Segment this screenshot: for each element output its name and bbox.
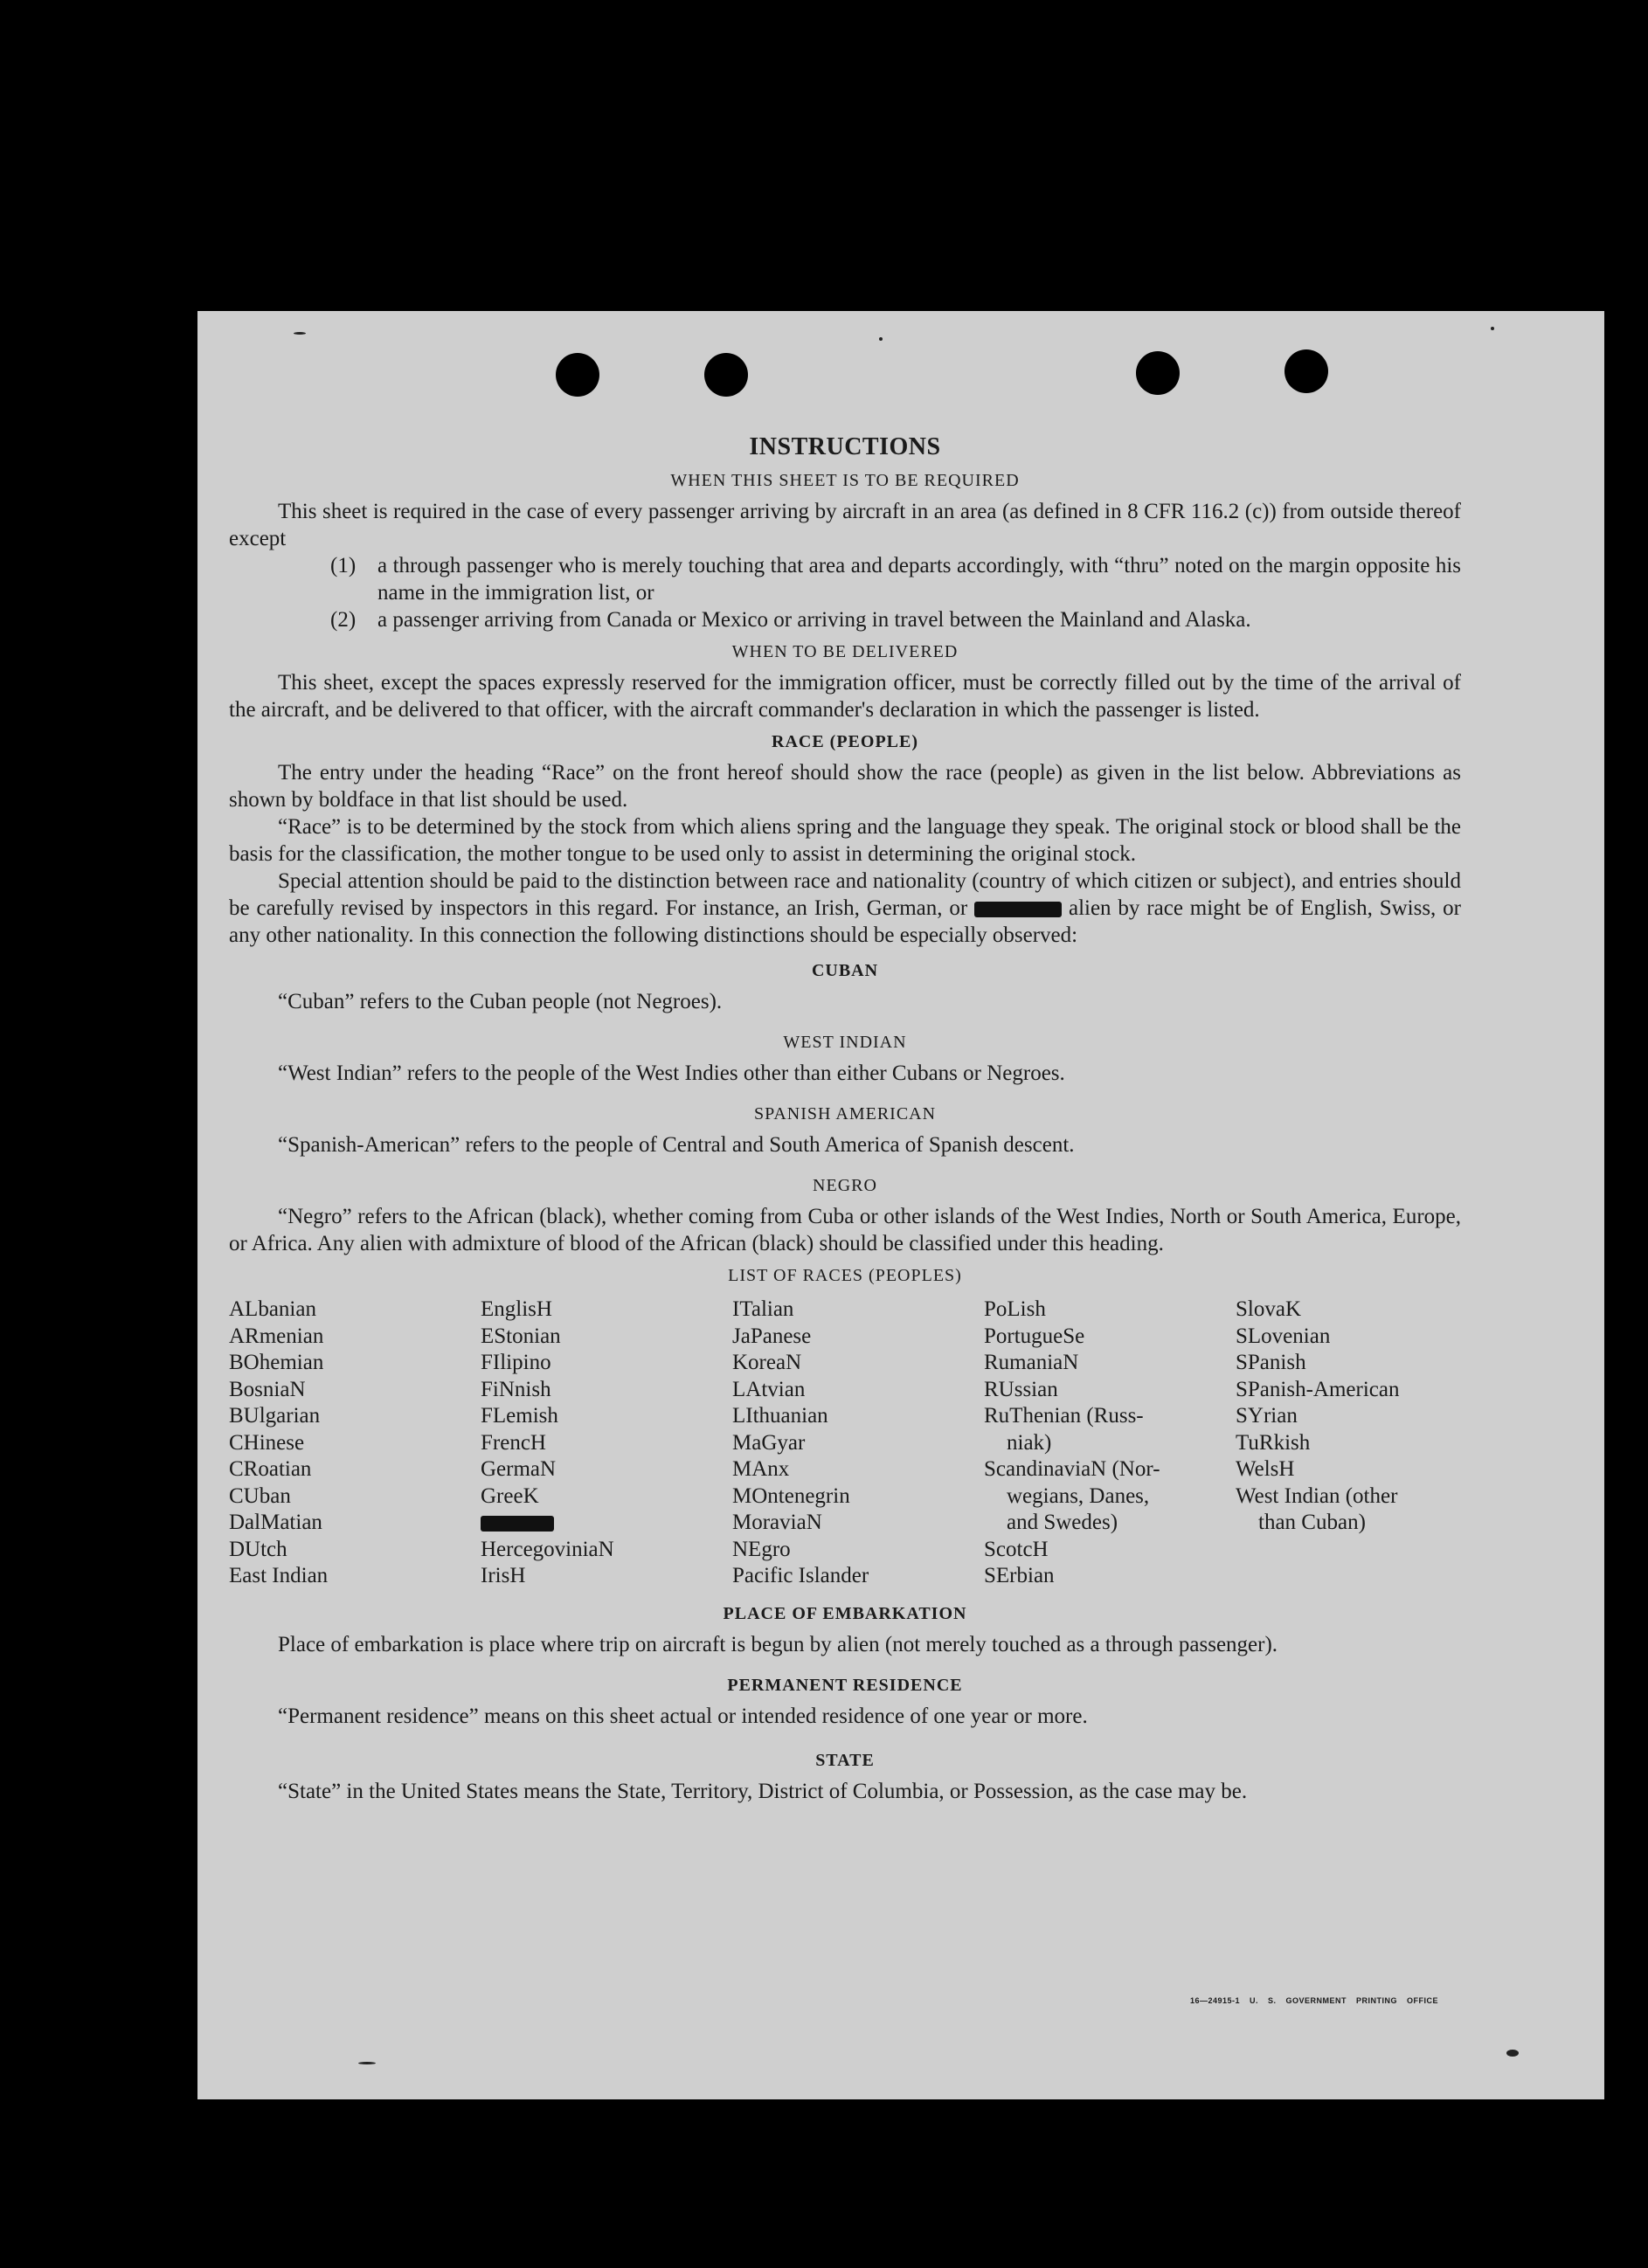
race-entry: MAnx bbox=[732, 1457, 790, 1481]
race-entry: CUban bbox=[229, 1483, 291, 1508]
race-entry: ScotcH bbox=[984, 1537, 1049, 1561]
race-entry-redacted bbox=[481, 1510, 732, 1537]
race-entry: RuThenian (Russ- bbox=[984, 1404, 1144, 1428]
exception-item-2 bbox=[330, 606, 1461, 633]
document-sheet bbox=[197, 311, 1604, 2099]
paragraph-state: “State” in the United States means the State, Territory, District of Columbia, or Possession, as the case may be. bbox=[278, 1779, 1248, 1803]
section-heading-spanish-american: SPANISH AMERICAN bbox=[753, 1104, 937, 1124]
race-entry-continued: than Cuban) bbox=[1258, 1511, 1366, 1534]
punch-hole bbox=[704, 353, 748, 397]
race-entry: JaPanese bbox=[732, 1324, 812, 1348]
section-heading-races: LIST OF RACES (PEOPLES) bbox=[728, 1266, 962, 1285]
section-heading-required: WHEN THIS SHEET IS TO BE REQUIRED bbox=[670, 471, 1020, 490]
race-entry: DUtch bbox=[229, 1537, 287, 1561]
instructions-content bbox=[229, 433, 1461, 1805]
race-entry: SlovaK bbox=[1236, 1297, 1301, 1321]
race-entry: RumaniaN bbox=[984, 1351, 1079, 1374]
race-entry: NEgro bbox=[732, 1537, 791, 1561]
item-number: (1) bbox=[330, 554, 357, 577]
scan-speck bbox=[879, 337, 883, 341]
race-entry: FLemish bbox=[481, 1404, 558, 1428]
race-entry: ARmenian bbox=[229, 1324, 324, 1348]
section-heading-delivered: WHEN TO BE DELIVERED bbox=[731, 642, 959, 661]
race-entry: IrisH bbox=[481, 1564, 526, 1587]
race-column-4 bbox=[984, 1296, 1236, 1590]
race-entry: SErbian bbox=[984, 1564, 1055, 1587]
race-entry: RUssian bbox=[984, 1377, 1058, 1401]
race-entry: WelsH bbox=[1236, 1457, 1295, 1481]
race-entry: SPanish bbox=[1236, 1351, 1306, 1374]
race-entry: FiNnish bbox=[481, 1377, 551, 1401]
paragraph-race-1: The entry under the heading “Race” on the front hereof should show the race (people) as given in the list below. Abbreviations as shown by boldface in that list should be used. bbox=[229, 761, 1461, 812]
paragraph-race-3-start: Special attention should be paid to the distinction between race and nationality (country of which citizen or subject), and entries should be carefully revised by inspectors in this regard. For instance, an Irish, German, or bbox=[229, 869, 1461, 920]
race-entry-continued: wegians, Danes, bbox=[1007, 1483, 1150, 1508]
race-entry: FrencH bbox=[481, 1430, 546, 1455]
paragraph-race-3-end: alien by race might be of English, Swiss, or any other nationality. In this connection the following distinctions should be especially observed: bbox=[229, 896, 1462, 947]
scan-speck bbox=[294, 332, 306, 335]
race-entry: ITalian bbox=[732, 1297, 794, 1321]
race-entry-continued: niak) bbox=[1007, 1430, 1052, 1455]
paragraph-required: This sheet is required in the case of every passenger arriving by aircraft in an area (as defined in 8 CFR 116.2 (c)) from outside thereof except bbox=[229, 500, 1461, 550]
race-entry: EStonian bbox=[481, 1324, 561, 1348]
paragraph-embarkation: Place of embarkation is place where trip on aircraft is begun by alien (not merely touched as a through passenger). bbox=[278, 1632, 1278, 1656]
race-entry: PoLish bbox=[984, 1297, 1046, 1321]
race-entry: GreeK bbox=[481, 1483, 539, 1508]
race-entry: GermaN bbox=[481, 1457, 557, 1481]
race-entry: PortugueSe bbox=[984, 1324, 1085, 1348]
punch-hole bbox=[556, 353, 599, 397]
race-entry: SPanish-American bbox=[1236, 1377, 1400, 1401]
race-entry: SYrian bbox=[1236, 1404, 1298, 1428]
race-entry: EnglisH bbox=[481, 1297, 552, 1321]
section-heading-embarkation: PLACE OF EMBARKATION bbox=[723, 1603, 967, 1623]
paragraph-race-3 bbox=[229, 868, 1461, 949]
race-entry: LAtvian bbox=[732, 1377, 806, 1401]
punch-hole bbox=[1284, 349, 1328, 393]
paragraph-cuban: “Cuban” refers to the Cuban people (not Negroes). bbox=[278, 990, 723, 1013]
race-entry: MOntenegrin bbox=[732, 1483, 850, 1508]
race-entry: LIthuanian bbox=[732, 1404, 828, 1428]
race-entry: MoraviaN bbox=[732, 1511, 822, 1534]
race-entry: ScandinaviaN (Nor- bbox=[984, 1457, 1160, 1481]
race-entry: DalMatian bbox=[229, 1511, 322, 1534]
race-entry: West Indian (other bbox=[1236, 1483, 1398, 1508]
race-entry: East Indian bbox=[229, 1564, 329, 1587]
race-entry: TuRkish bbox=[1236, 1430, 1311, 1455]
scan-speck bbox=[1491, 327, 1494, 330]
exception-item-1 bbox=[330, 552, 1461, 606]
paragraph-spanish-american: “Spanish-American” refers to the people of Central and South America of Spanish descent. bbox=[278, 1133, 1075, 1157]
section-heading-negro: NEGRO bbox=[813, 1176, 877, 1195]
race-column-5 bbox=[1236, 1296, 1454, 1590]
paragraph-residence: “Permanent residence” means on this sheet actual or intended residence of one year or more. bbox=[278, 1704, 1088, 1728]
race-list bbox=[229, 1296, 1461, 1590]
race-entry: CHinese bbox=[229, 1430, 305, 1455]
punch-hole bbox=[1136, 351, 1180, 395]
race-entry: KoreaN bbox=[732, 1351, 802, 1374]
redaction-mark bbox=[974, 902, 1062, 917]
race-column-1 bbox=[229, 1296, 481, 1590]
race-column-3 bbox=[732, 1296, 984, 1590]
item-text: a through passenger who is merely touching that area and departs accordingly, with “thru” noted on the margin opposite his name in the immigration list, or bbox=[377, 554, 1461, 605]
section-heading-residence: PERMANENT RESIDENCE bbox=[727, 1675, 963, 1695]
section-heading-race: RACE (PEOPLE) bbox=[772, 732, 918, 751]
race-entry: FIlipino bbox=[481, 1351, 551, 1374]
section-heading-cuban: CUBAN bbox=[811, 961, 879, 980]
race-entry: ALbanian bbox=[229, 1297, 316, 1321]
paragraph-delivered: This sheet, except the spaces expressly reserved for the immigration officer, must be correctly filled out by the time of the arrival of the aircraft, and be delivered to that officer, with the aircraft commander's declaration in which the passenger is listed. bbox=[229, 671, 1461, 722]
race-entry-continued: and Swedes) bbox=[1007, 1511, 1118, 1534]
item-number: (2) bbox=[330, 608, 357, 632]
redaction-mark bbox=[481, 1516, 554, 1532]
paragraph-west-indian: “West Indian” refers to the people of the West Indies other than either Cubans or Negroes. bbox=[278, 1061, 1065, 1085]
race-entry: HercegoviniaN bbox=[481, 1537, 614, 1561]
item-text: a passenger arriving from Canada or Mexico or arriving in travel between the Mainland and Alaska. bbox=[377, 608, 1251, 632]
race-entry: MaGyar bbox=[732, 1430, 806, 1455]
race-entry: Pacific Islander bbox=[732, 1564, 869, 1587]
race-entry: BOhemian bbox=[229, 1351, 324, 1374]
race-entry: CRoatian bbox=[229, 1457, 312, 1481]
race-column-2 bbox=[481, 1296, 732, 1590]
printing-office-imprint: 16—24915-1 U. S. GOVERNMENT PRINTING OFFICE bbox=[1189, 1996, 1438, 2005]
page-title: INSTRUCTIONS bbox=[749, 433, 941, 460]
race-entry: BUlgarian bbox=[229, 1404, 321, 1428]
section-heading-state: STATE bbox=[815, 1750, 875, 1770]
paragraph-negro: “Negro” refers to the African (black), whether coming from Cuba or other islands of the West Indies, North or South America, Europe, or Africa. Any alien with admixture of blood of the African (black) should be classified under this heading. bbox=[229, 1205, 1461, 1255]
scan-speck bbox=[358, 2062, 376, 2064]
paragraph-race-2: “Race” is to be determined by the stock from which aliens spring and the language they speak. The original stock or blood shall be the basis for the classification, the mother tongue to be used only to assist in determining the original stock. bbox=[229, 815, 1461, 866]
scan-speck bbox=[1506, 2050, 1519, 2057]
race-entry: BosniaN bbox=[229, 1377, 306, 1401]
section-heading-west-indian: WEST INDIAN bbox=[783, 1033, 907, 1052]
race-entry: SLovenian bbox=[1236, 1324, 1331, 1348]
